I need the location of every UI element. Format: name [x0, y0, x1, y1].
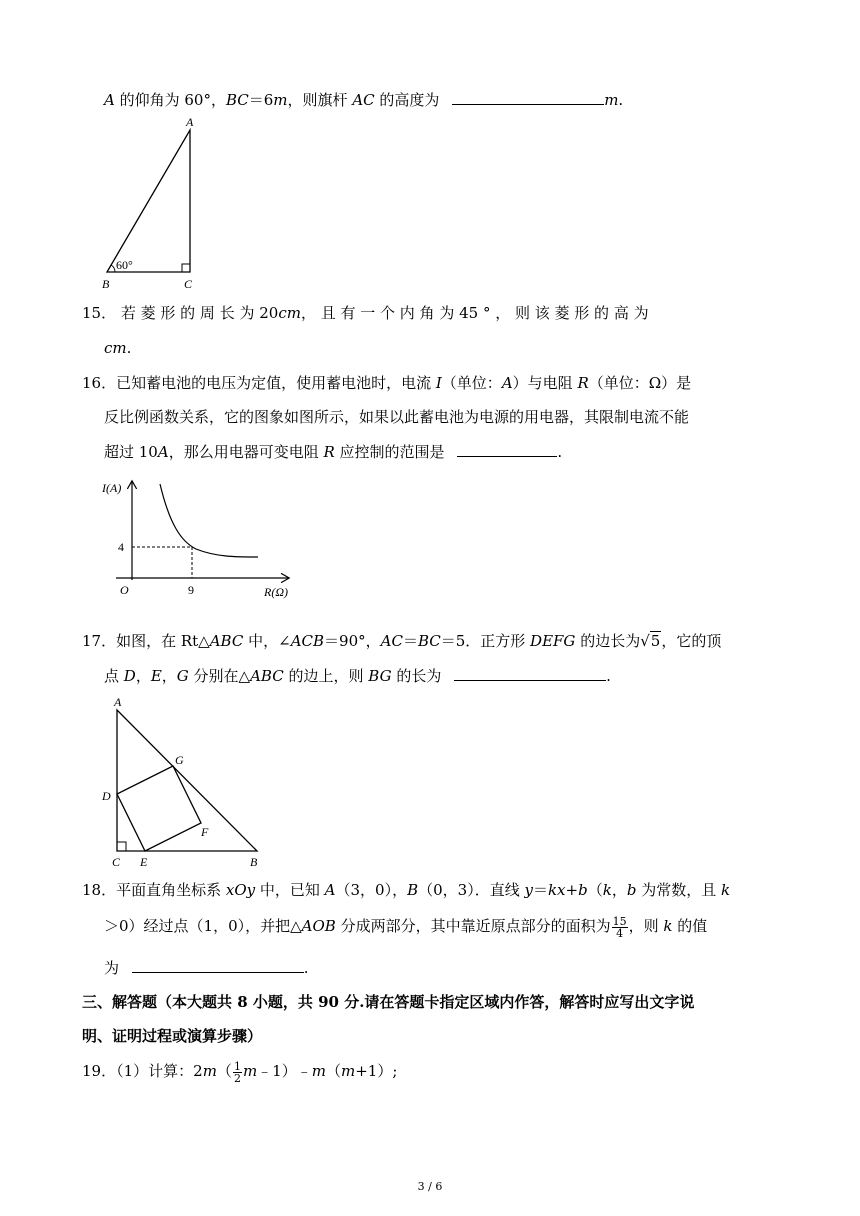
x-tick-label: 9 — [188, 583, 194, 597]
right-angle-mark — [182, 264, 190, 272]
right-angle-mark — [117, 842, 126, 851]
q19-line: 19．（1）计算：2m（ $\frac{1}{2}$ m﹣1）﹣m（m+1）; — [82, 1059, 398, 1085]
q14-line: A 的仰角为 60°，BC＝6m，则旗杆 AC 的高度为 m. — [104, 88, 623, 111]
y-tick-label: 4 — [118, 540, 124, 554]
inverse-curve — [160, 484, 258, 557]
q16-line-3: 超过 10A，那么用电器可变电阻 R 应控制的范围是 . — [104, 440, 562, 463]
q17-line-1: 17．如图，在 Rt△ABC 中，∠ACB＝90°，AC＝BC＝5．正方形 DEFG 的边长为√5，它的顶 — [82, 632, 722, 650]
section-3-heading-line-2: 明、证明过程或演算步骤） — [82, 1027, 263, 1045]
label-b: B — [102, 277, 110, 291]
fraction-1-2: $\frac{1}{2}$ — [233, 1059, 241, 1085]
origin-label: O — [120, 583, 129, 597]
label-g: G — [175, 753, 184, 767]
answer-blank[interactable] — [457, 440, 557, 457]
label-b: B — [250, 855, 258, 869]
q18-line-2: ＞0）经过点（1，0），并把△AOB 分成两部分，其中靠近原点部分的面积为 $\frac{15}{4}$ ，则 k 的值 — [104, 914, 708, 940]
answer-blank[interactable] — [454, 664, 606, 681]
label-e: E — [140, 855, 148, 869]
label-f: F — [201, 825, 209, 839]
y-axis-label: I(A) — [102, 481, 122, 495]
q16-line-2: 反比例函数关系，它的图象如图所示，如果以此蓄电池为电源的用电器，其限制电流不能 — [104, 408, 690, 426]
square-defg — [117, 766, 201, 851]
label-a: A — [114, 695, 122, 709]
sqrt-5: √5 — [640, 632, 661, 650]
angle-label: 60° — [116, 258, 133, 272]
q15-line-1: 15． 若 菱 形 的 周 长 为 20cm， 且 有 一 个 内 角 为 45 ° ， 则 该 菱 形 的 高 为 — [82, 304, 649, 322]
label-c: C — [184, 277, 193, 291]
triangle-abc — [107, 130, 190, 272]
page-number: 3 / 6 — [417, 1180, 443, 1193]
fraction-15-4: $\frac{15}{4}$ — [612, 914, 627, 940]
q17-square-figure — [100, 694, 270, 869]
section-3-heading-line-1: 三、解答题（本大题共 8 小题，共 90 分.请在答题卡指定区域内作答，解答时应写出文字说 — [82, 993, 695, 1011]
answer-blank[interactable] — [452, 88, 604, 105]
q18-line-1: 18．平面直角坐标系 xOy 中，已知 A（3，0），B（0，3）．直线 y＝kx+b（k，b 为常数，且 k — [82, 881, 731, 899]
q16-graph-figure — [102, 474, 322, 604]
q16-line-1: 16．已知蓄电池的电压为定值，使用蓄电池时，电流 I（单位：A）与电阻 R（单位：Ω）是 — [82, 374, 692, 392]
label-d: D — [102, 789, 111, 803]
q18-line-3: 为 . — [104, 956, 309, 979]
label-a: A — [186, 115, 194, 129]
angle-arc — [111, 265, 115, 272]
x-axis-label: R(Ω) — [264, 585, 288, 599]
q15-line-2: cm. — [104, 339, 132, 357]
answer-blank[interactable] — [132, 956, 304, 973]
label-c: C — [112, 855, 121, 869]
q14-triangle-figure — [100, 112, 200, 292]
q17-line-2: 点 D，E，G 分别在△ABC 的边上，则 BG 的长为 . — [104, 664, 611, 687]
